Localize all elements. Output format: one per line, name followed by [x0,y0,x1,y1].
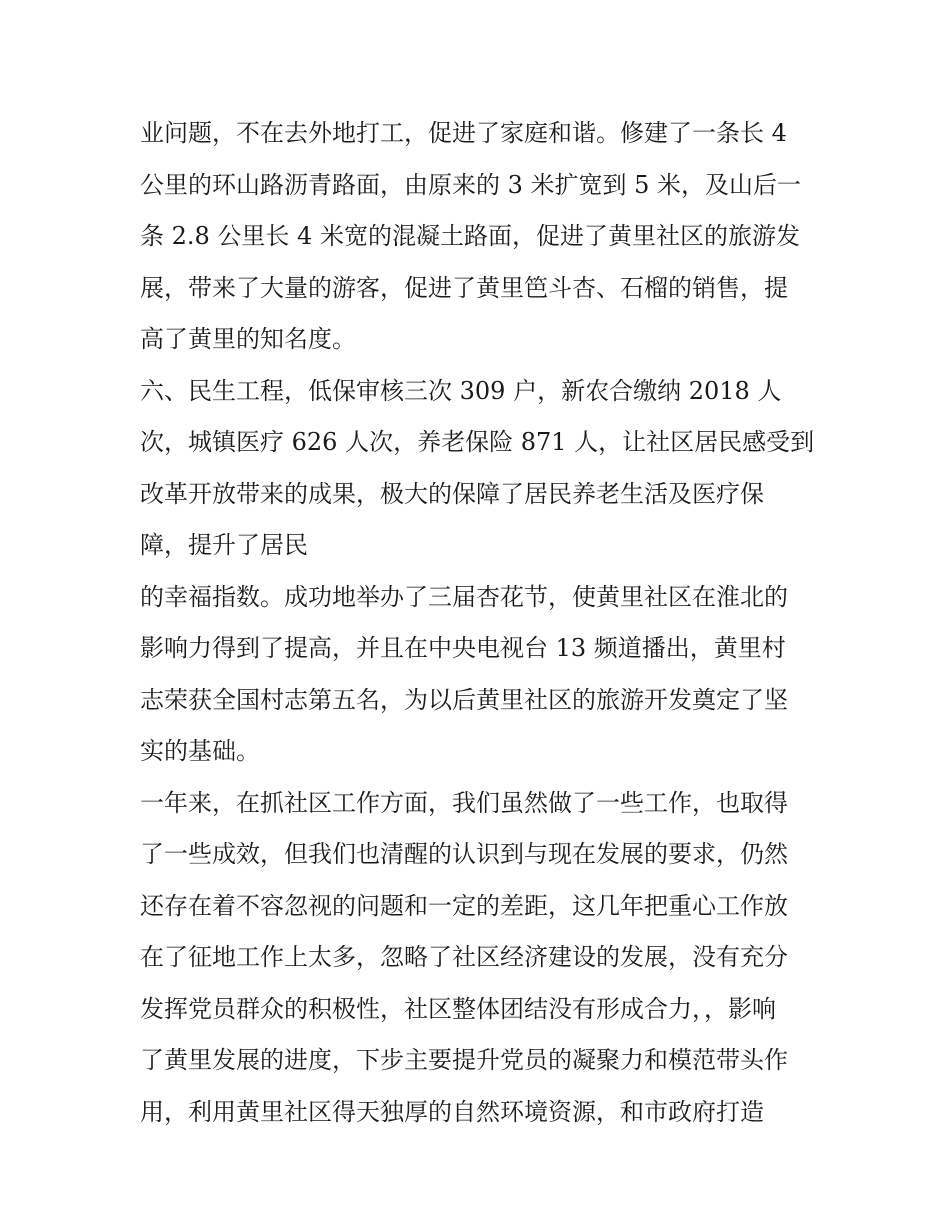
text-line: 在了征地工作上太多，忽略了社区经济建设的发展，没有充分 [140,943,788,971]
text-line: 公里的环山路沥青路面，由原来的 3 米扩宽到 5 米，及山后一 [140,170,802,199]
text-line: 次，城镇医疗 626 人次，养老保险 871 人，让社区居民感受到 [140,428,815,456]
text-line: 高了黄里的知名度。 [140,325,356,353]
text-line: 影响力得到了提高，并且在中央电视台 13 频道播出，黄里村 [140,634,786,662]
text-line: 障，提升了居民 [140,531,308,559]
text-line: 志荣获全国村志第五名，为以后黄里社区的旅游开发奠定了坚 [140,685,788,714]
text-line: 六、民生工程，低保审核三次 309 户，新农合缴纳 2018 人 [140,376,782,405]
text-line: 还存在着不容忽视的问题和一定的差距，这几年把重心工作放 [140,891,788,920]
text-line: 一年来，在抓社区工作方面，我们虽然做了一些工作，也取得 [140,788,788,817]
text-line: 了黄里发展的进度，下步主要提升党员的凝聚力和模范带头作 [140,1046,788,1074]
text-line: 的幸福指数。成功地举办了三届杏花节，使黄里社区在淮北的 [140,582,788,611]
text-line: 用，利用黄里社区得天独厚的自然环境资源，和市政府打造 [140,1097,764,1126]
text-line: 实的基础。 [140,737,260,765]
text-line: 展，带来了大量的游客，促进了黄里笆斗杏、石榴的销售，提 [140,273,788,302]
text-line: 了一些成效，但我们也清醒的认识到与现在发展的要求，仍然 [140,840,788,868]
body-text [140,108,820,1138]
text-line: 条 2.8 公里长 4 米宽的混凝土路面，促进了黄里社区的旅游发 [140,222,800,250]
text-line: 发挥党员群众的积极性，社区整体团结没有形成合力，，影响 [140,994,776,1023]
text-line: 改革开放带来的成果，极大的保障了居民养老生活及医疗保 [140,479,764,508]
text-line: 业问题，不在去外地打工，促进了家庭和谐。修建了一条长 4 [140,119,787,147]
